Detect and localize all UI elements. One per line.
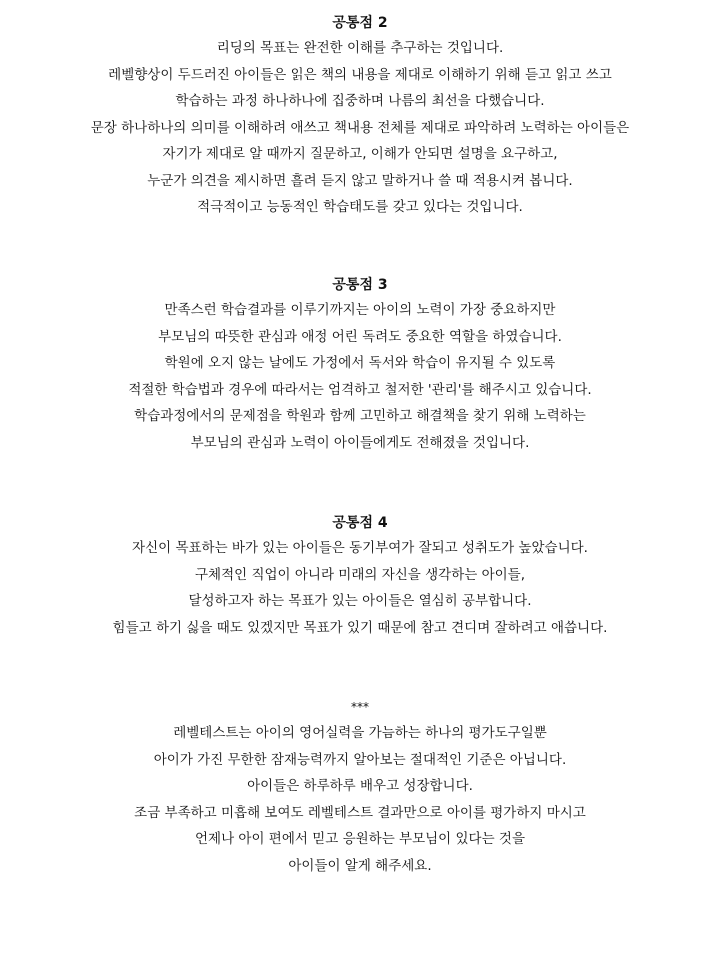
section-common-point-4 [0,513,720,641]
paragraph-line: 언제나 아이 편에서 믿고 응원하는 부모님이 있다는 것을 [195,831,525,847]
paragraph-line: 힘들고 하기 싫을 때도 있겠지만 목표가 있기 때문에 참고 견디며 잘하려고 애씁니다. [112,619,608,636]
paragraph-line: 학습과정에서의 문제점을 학원과 함께 고민하고 해결책을 찾기 위해 노력하는 [134,408,586,424]
closing-body [0,720,720,879]
section-separator: *** [351,700,369,714]
section-heading: 공통점 3 [332,277,388,293]
paragraph-line: 적절한 학습법과 경우에 따라서는 엄격하고 철저한 '관리'를 해주시고 있습니다. [128,381,592,398]
paragraph-line: 구체적인 직업이 아니라 미래의 자신을 생각하는 아이들, [195,566,525,583]
paragraph-line: 학원에 오지 않는 날에도 가정에서 독서와 학습이 유지될 수 있도록 [164,355,556,371]
paragraph-line: 적극적이고 능동적인 학습태도를 갖고 있다는 것입니다. [197,199,523,215]
paragraph-line: 누군가 의견을 제시하면 흘려 듣지 않고 말하거나 쓸 때 적용시켜 봅니다. [147,172,573,189]
paragraph-line: 아이가 가진 무한한 잠재능력까지 알아보는 절대적인 기준은 아닙니다. [153,751,567,768]
paragraph-line: 레벨향상이 두드러진 아이들은 읽은 책의 내용을 제대로 이해하기 위해 듣고 읽고 쓰고 [108,66,612,83]
paragraph-line: 아이들이 알게 해주세요. [288,857,432,874]
closing-section [0,697,720,879]
paragraph-line: 자기가 제대로 알 때까지 질문하고, 이해가 안되면 설명을 요구하고, [162,146,558,162]
section-common-point-2 [0,13,720,221]
paragraph-line: 달성하고자 하는 목표가 있는 아이들은 열심히 공부합니다. [188,593,532,609]
section-heading: 공통점 2 [332,15,388,31]
section-common-point-3 [0,275,720,456]
paragraph-line: 학습하는 과정 하나하나에 집중하며 나름의 최선을 다했습니다. [175,93,545,109]
paragraph-line: 부모님의 관심과 노력이 아이들에게도 전해졌을 것입니다. [190,434,530,451]
paragraph-line: 리딩의 목표는 완전한 이해를 추구하는 것입니다. [216,40,504,56]
section-body [0,297,720,456]
paragraph-line: 자신이 목표하는 바가 있는 아이들은 동기부여가 잘되고 성취도가 높았습니다. [132,540,588,556]
section-body [0,35,720,221]
paragraph-line: 아이들은 하루하루 배우고 성장합니다. [247,778,473,794]
paragraph-line: 부모님의 따뜻한 관심과 애정 어린 독려도 중요한 역할을 하였습니다. [158,328,562,345]
section-body [0,535,720,641]
paragraph-line: 조금 부족하고 미흡해 보여도 레벨테스트 결과만으로 아이를 평가하지 마시고 [134,804,586,821]
paragraph-line: 만족스런 학습결과를 이루기까지는 아이의 노력이 가장 중요하지만 [164,302,556,318]
section-heading: 공통점 4 [332,515,388,531]
paragraph-line: 레벨테스트는 아이의 영어실력을 가늠하는 하나의 평가도구일뿐 [173,725,547,741]
paragraph-line: 문장 하나하나의 의미를 이해하려 애쓰고 책내용 전체를 제대로 파악하려 노력하는 아이들은 [90,119,630,136]
